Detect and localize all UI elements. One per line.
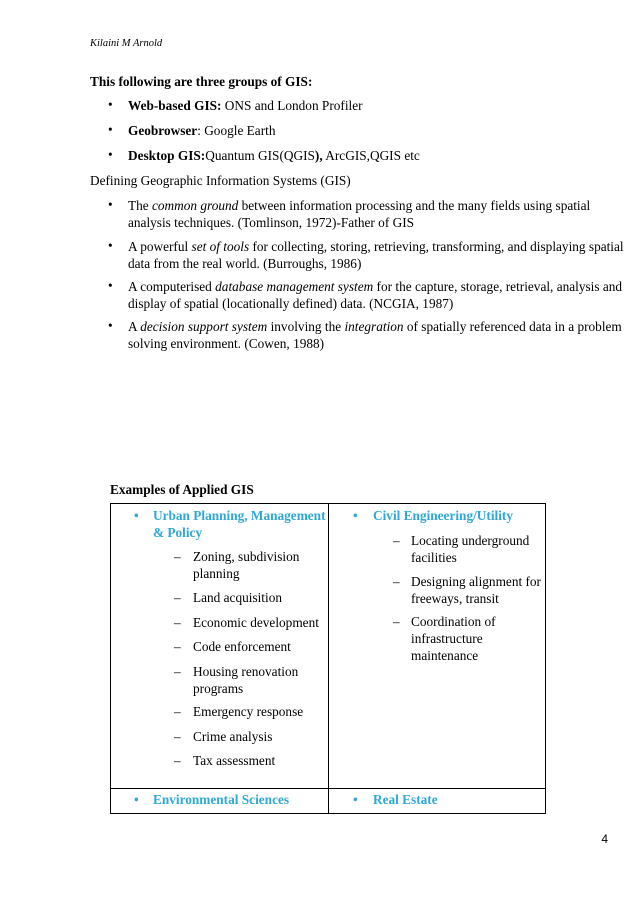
dash-icon: – — [174, 664, 181, 679]
table-cell-real-estate — [329, 789, 546, 814]
list-item: Crime analysis — [193, 729, 273, 744]
definition-item: The common ground between information processing and the many fields using spatial analysis techniques. (Tomlinson, 1972)-Father of GIS — [128, 198, 591, 230]
cell-title: Real Estate — [373, 792, 438, 807]
bullet-icon: • — [108, 238, 113, 253]
list-item: Code enforcement — [193, 639, 291, 654]
list-item: Designing alignment for freeways, transit — [411, 574, 541, 606]
dash-icon: – — [393, 614, 400, 629]
list-item: Economic development — [193, 615, 319, 630]
dash-icon: – — [174, 729, 181, 744]
page-number: 4 — [601, 832, 608, 846]
table-cell-civil — [329, 504, 546, 789]
list-item: Emergency response — [193, 704, 304, 719]
dash-icon: – — [174, 615, 181, 630]
group-item: Web-based GIS: ONS and London Profiler — [128, 98, 363, 113]
group-item: Desktop GIS:Quantum GIS(QGIS), ArcGIS,QGIS etc — [128, 148, 420, 163]
applied-gis-table — [110, 503, 546, 814]
table-cell-environmental — [111, 789, 329, 814]
dash-icon: – — [174, 639, 181, 654]
bullet-icon: • — [353, 508, 358, 523]
definition-item: A decision support system involving the integration of spatially referenced data in a problem solving environment. (Cowen, 1988) — [128, 319, 622, 351]
bullet-icon: • — [108, 197, 113, 212]
list-item: Tax assessment — [193, 753, 276, 768]
definition-item: A powerful set of tools for collecting, storing, retrieving, transforming, and displaying spatial data from the real world. (Burroughs, 1986) — [128, 239, 624, 271]
examples-heading: Examples of Applied GIS — [110, 482, 254, 497]
cell-title: Urban Planning, Management & Policy — [153, 508, 326, 540]
bullet-icon: • — [108, 122, 113, 137]
definition-item: A computerised database management system for the capture, storage, retrieval, analysis and display of spatial (locationally defined) data. (NCGIA, 1987) — [128, 279, 623, 311]
list-item: Zoning, subdivision planning — [193, 549, 300, 581]
cell-title: Civil Engineering/Utility — [373, 508, 513, 523]
defining-heading: Defining Geographic Information Systems (GIS) — [90, 173, 351, 188]
groups-heading: This following are three groups of GIS: — [90, 74, 313, 89]
table-cell-urban — [111, 504, 329, 789]
list-item: Land acquisition — [193, 590, 282, 605]
bullet-icon: • — [108, 147, 113, 162]
dash-icon: – — [174, 590, 181, 605]
list-item: Locating underground facilities — [411, 533, 530, 565]
bullet-icon: • — [134, 792, 139, 807]
list-item: Coordination of infrastructure maintenance — [411, 614, 496, 663]
bullet-icon: • — [108, 97, 113, 112]
cell-title: Environmental Sciences — [153, 792, 290, 807]
bullet-icon: • — [134, 508, 139, 523]
page-header: Kilaini M Arnold — [90, 38, 163, 49]
dash-icon: – — [393, 533, 400, 548]
dash-icon: – — [174, 704, 181, 719]
bullet-icon: • — [108, 278, 113, 293]
bullet-icon: • — [108, 318, 113, 333]
list-item: Housing renovation programs — [193, 664, 299, 696]
dash-icon: – — [174, 549, 181, 564]
dash-icon: – — [393, 574, 400, 589]
group-item: Geobrowser: Google Earth — [128, 123, 276, 138]
bullet-icon: • — [353, 792, 358, 807]
dash-icon: – — [174, 753, 181, 768]
